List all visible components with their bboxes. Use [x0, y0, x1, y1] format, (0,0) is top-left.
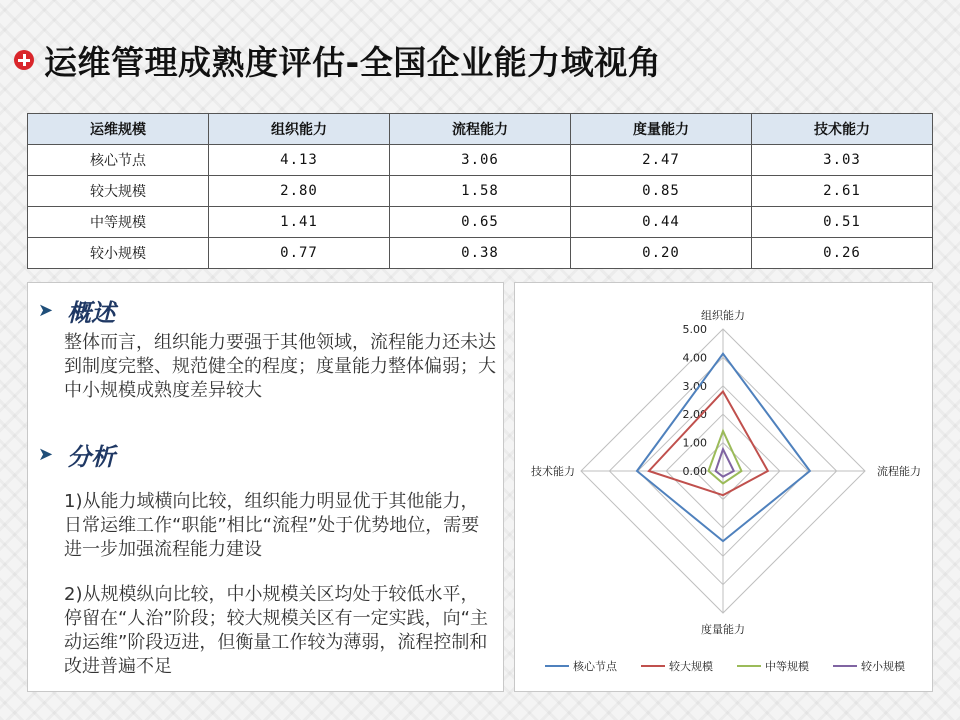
table-cell: 0.44: [571, 207, 752, 238]
plus-circle-icon: [14, 50, 34, 70]
table-header-row: [28, 114, 933, 145]
row-label: 中等规模: [28, 207, 209, 238]
table-cell: 3.06: [390, 145, 571, 176]
table-row: [28, 176, 933, 207]
row-label: 较大规模: [28, 176, 209, 207]
legend-entry: 中等规模: [765, 660, 809, 673]
series-line: [716, 449, 734, 477]
tick-label: 4.00: [682, 351, 707, 365]
column-header: 流程能力: [390, 114, 571, 145]
column-header: 运维规模: [28, 114, 209, 145]
tick-label: 2.00: [682, 408, 707, 422]
overview-text: 整体而言，组织能力要强于其他领域，流程能力还未达到制度完整、规范健全的程度；度量能力整体偏弱；大中小规模成熟度差异较大: [64, 332, 496, 401]
table-cell: 2.47: [571, 145, 752, 176]
axis-label: 组织能力: [701, 309, 745, 322]
table-cell: 1.41: [209, 207, 390, 238]
table-cell: 1.58: [390, 176, 571, 207]
table-cell: 0.85: [571, 176, 752, 207]
tick-label: 0.00: [682, 465, 707, 478]
table-cell: 4.13: [209, 145, 390, 176]
table-cell: 0.65: [390, 207, 571, 238]
tick-label: 3.00: [682, 379, 707, 393]
table-cell: 0.38: [390, 238, 571, 269]
analysis-paragraph-1: 1)从能力域横向比较，组织能力明显优于其他能力，日常运维工作“职能”相比“流程”处于优势地位，需要进一步加强流程能力建设: [64, 491, 480, 560]
tick-label: 5.00: [682, 323, 707, 336]
tick-label: 1.00: [682, 436, 707, 450]
overview-title: 概述: [67, 299, 116, 327]
table-cell: 0.26: [752, 238, 933, 269]
axis-label: 流程能力: [877, 465, 921, 478]
table-cell: 2.61: [752, 176, 933, 207]
row-label: 较小规模: [28, 238, 209, 269]
radar-chart: [515, 283, 932, 691]
legend-entry: 较大规模: [669, 660, 713, 673]
table-cell: 2.80: [209, 176, 390, 207]
legend-entry: 核心节点: [573, 660, 617, 673]
legend-entry: 较小规模: [861, 660, 905, 673]
overview-heading: [38, 293, 115, 328]
table-cell: 0.20: [571, 238, 752, 269]
series-line: [649, 391, 768, 495]
page-header: [14, 36, 661, 84]
table-row: [28, 145, 933, 176]
column-header: 组织能力: [209, 114, 390, 145]
chevron-right-icon: ➤: [38, 444, 54, 465]
axis-label: 技术能力: [531, 465, 575, 478]
radar-chart-panel: [514, 282, 933, 692]
column-header: 度量能力: [571, 114, 752, 145]
table-row: [28, 207, 933, 238]
analysis-title: 分析: [67, 443, 116, 471]
maturity-table: [27, 113, 933, 269]
analysis-heading: [38, 437, 115, 472]
table-cell: 0.51: [752, 207, 933, 238]
analysis-paragraph-2: 2)从规模纵向比较，中小规模关区均处于较低水平，停留在“人治”阶段；较大规模关区有一定实践，向“主动运维”阶段迈进，但衡量工作较为薄弱，流程控制和改进普遍不足: [64, 584, 488, 677]
axis-label: 度量能力: [701, 623, 745, 636]
table-row: [28, 238, 933, 269]
summary-panel: [27, 282, 504, 692]
page-title: 运维管理成熟度评估-全国企业能力域视角: [44, 42, 662, 82]
chevron-right-icon: ➤: [38, 300, 54, 321]
column-header: 技术能力: [752, 114, 933, 145]
table-cell: 0.77: [209, 238, 390, 269]
row-label: 核心节点: [28, 145, 209, 176]
table-cell: 3.03: [752, 145, 933, 176]
